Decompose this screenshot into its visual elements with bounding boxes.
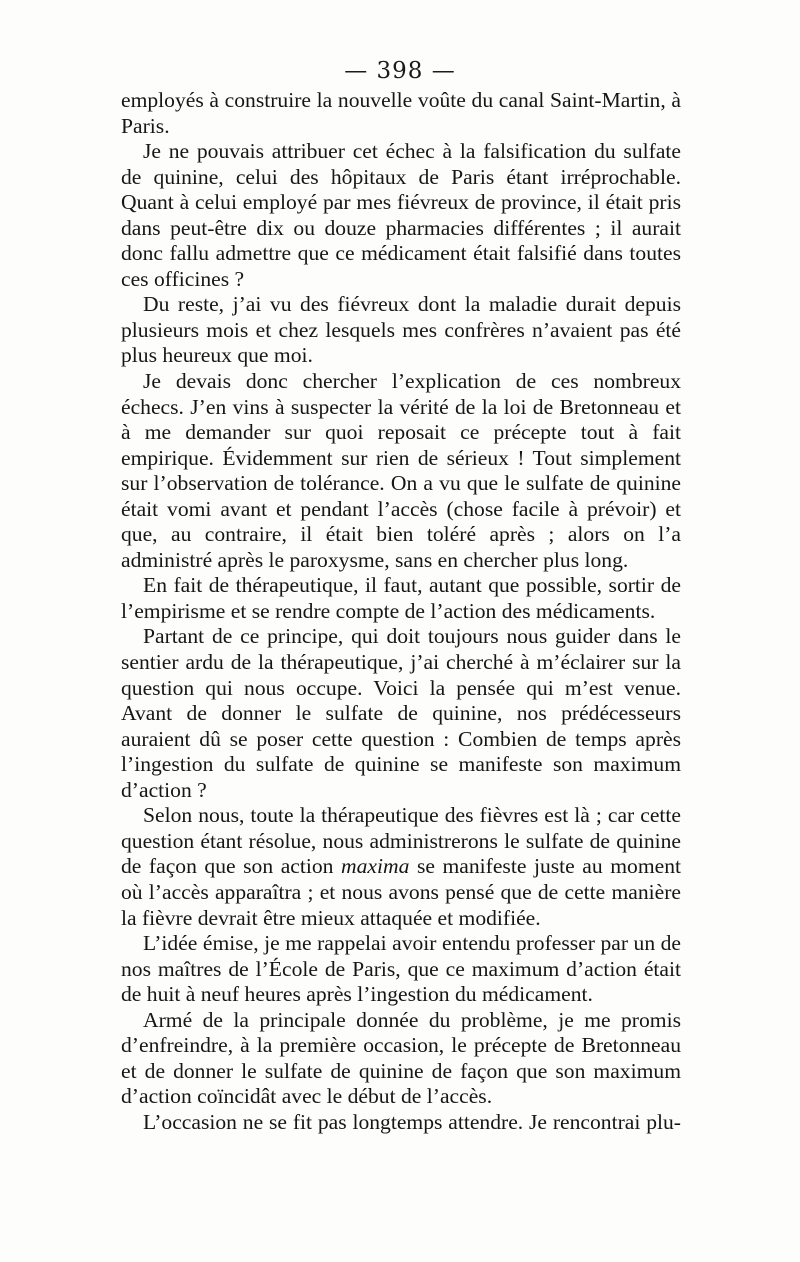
paragraph-7-italic-word: maxima [341,854,410,879]
paragraph-10: L’occasion ne se fit pas longtemps attendre. Je rencontrai plu- [143,1109,681,1134]
paragraph-6: Partant de ce principe, qui doit toujours nous guider dans le sentier ardu de la thérapeutique, j’ai cherché à m’éclairer sur la question qui nous occupe. Voici la pensée qui m’est venue. Avant de donner le sulfate de quinine, nos prédécesseurs auraient dû se poser cette question : Combien de temps après l’ingestion du sulfate de quinine se manifeste son maximum d’action ? [121,624,681,802]
paragraph-9: Armé de la principale donnée du problème, je me promis d’enfreindre, à la première occasion, le précepte de Bretonneau et de donner le sulfate de quinine de façon que son maximum d’action coïncidât avec le début de l’accès. [121,1007,681,1109]
paragraph-2: Je ne pouvais attribuer cet échec à la falsification du sulfate de quinine, celui des hôpitaux de Paris étant irréprochable. Quant à celui employé par mes fiévreux de province, il était pris dans peut-être dix ou douze pharmacies différentes ; il aurait donc fallu admettre que ce médicament était falsifié dans toutes ces officines ? [121,139,681,291]
page-number: — 398 — [344,58,456,84]
paragraph-7 [121,803,681,931]
paragraph-1: employés à construire la nouvelle voûte du canal Saint-Martin, à Paris. [121,88,681,138]
body-text [121,88,681,1135]
paragraph-8: L’idée émise, je me rappelai avoir entendu professer par un de nos maîtres de l’École de Paris, que ce maximum d’action était de huit à neuf heures après l’ingestion du médicament. [121,931,681,1007]
paragraph-3: Du reste, j’ai vu des fiévreux dont la maladie durait depuis plusieurs mois et chez lesquels mes confrères n’avaient pas été plus heureux que moi. [121,292,681,368]
paragraph-4: Je devais donc chercher l’explication de ces nombreux échecs. J’en vins à suspecter la vérité de la loi de Bretonneau et à me demander sur quoi reposait ce précepte tout à fait empirique. Évidemment sur rien de sérieux ! Tout simplement sur l’observation de tolérance. On a vu que le sulfate de quinine était vomi avant et pendant l’accès (chose facile à prévoir) et que, au contraire, il était bien toléré après ; alors on l’a administré après le paroxysme, sans en chercher plus long. [121,369,681,572]
paragraph-7-text-before: Selon nous, toute la thérapeutique des fièvres est là ; car cette question étant résolue, nous administrerons le sulfate de quinine de façon que son action [121,803,681,879]
paragraph-5: En fait de thérapeutique, il faut, autant que possible, sortir de l’empirisme et se rendre compte de l’action des médicaments. [121,573,681,623]
paragraph-7-text-after: se manifeste juste au moment où l’accès apparaîtra ; et nous avons pensé que de cette manière la fièvre devrait être mieux attaquée et modifiée. [121,854,681,930]
